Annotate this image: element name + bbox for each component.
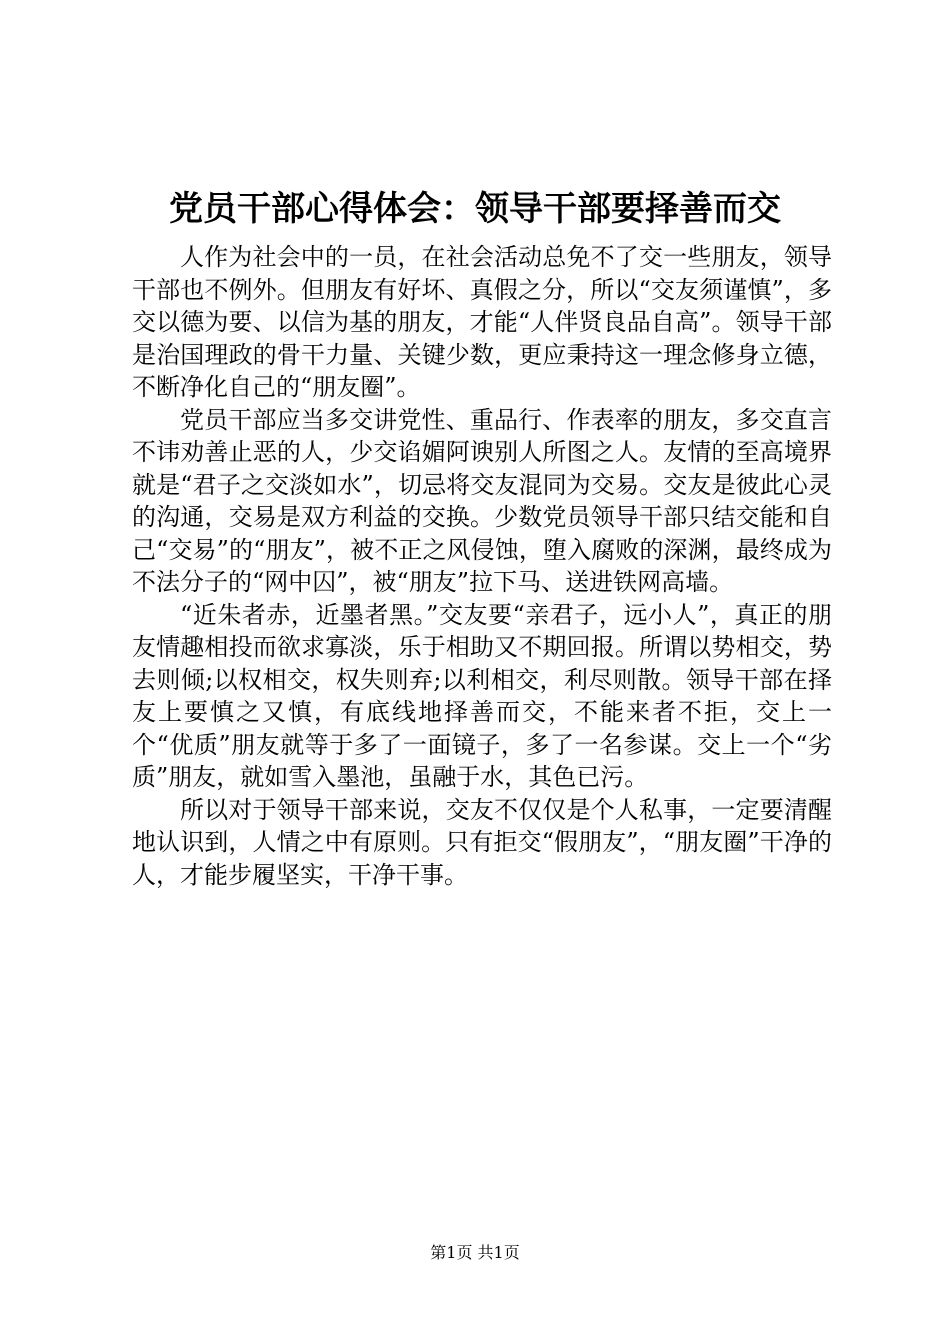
page-number-footer: 第1页 共1页: [430, 1243, 520, 1262]
document-body: [132, 241, 832, 891]
paragraph-4: 所以对于领导干部来说，交友不仅仅是个人私事，一定要清醒地认识到，人情之中有原则。只有拒交“假朋友”，“朋友圈”干净的人，才能步履坚实，干净干事。: [132, 795, 832, 889]
paragraph-3: “近朱者赤，近墨者黑。”交友要“亲君子，远小人”，真正的朋友情趣相投而欲求寡淡，乐于相助又不期回报。所谓以势相交，势去则倾;以权相交，权失则弃;以利相交，利尽则散。领导干部在择友上要慎之又慎，有底线地择善而交，不能来者不拒，交上一个“优质”朋友就等于多了一面镜子，多了一名参谋。交上一个“劣质”朋友，就如雪入墨池，虽融于水，其色已污。: [132, 600, 832, 791]
paragraph-1: 人作为社会中的一员，在社会活动总免不了交一些朋友，领导干部也不例外。但朋友有好坏、真假之分，所以“交友须谨慎”，多交以德为要、以信为基的朋友，才能“人伴贤良品自高”。领导干部是治国理政的骨干力量、关键少数，更应秉持这一理念修身立德，不断净化自己的“朋友圈”。: [132, 243, 832, 401]
paragraph-2: 党员干部应当多交讲党性、重品行、作表率的朋友，多交直言不讳劝善止恶的人，少交谄媚阿谀别人所图之人。友情的至高境界就是“君子之交淡如水”，切忌将交友混同为交易。交友是彼此心灵的沟通，交易是双方利益的交换。少数党员领导干部只结交能和自己“交易”的“朋友”，被不正之风侵蚀，堕入腐败的深渊，最终成为不法分子的“网中囚”，被“朋友”拉下马、送进铁网高墙。: [132, 405, 832, 596]
document-title: 党员干部心得体会：领导干部要择善而交: [169, 189, 781, 229]
